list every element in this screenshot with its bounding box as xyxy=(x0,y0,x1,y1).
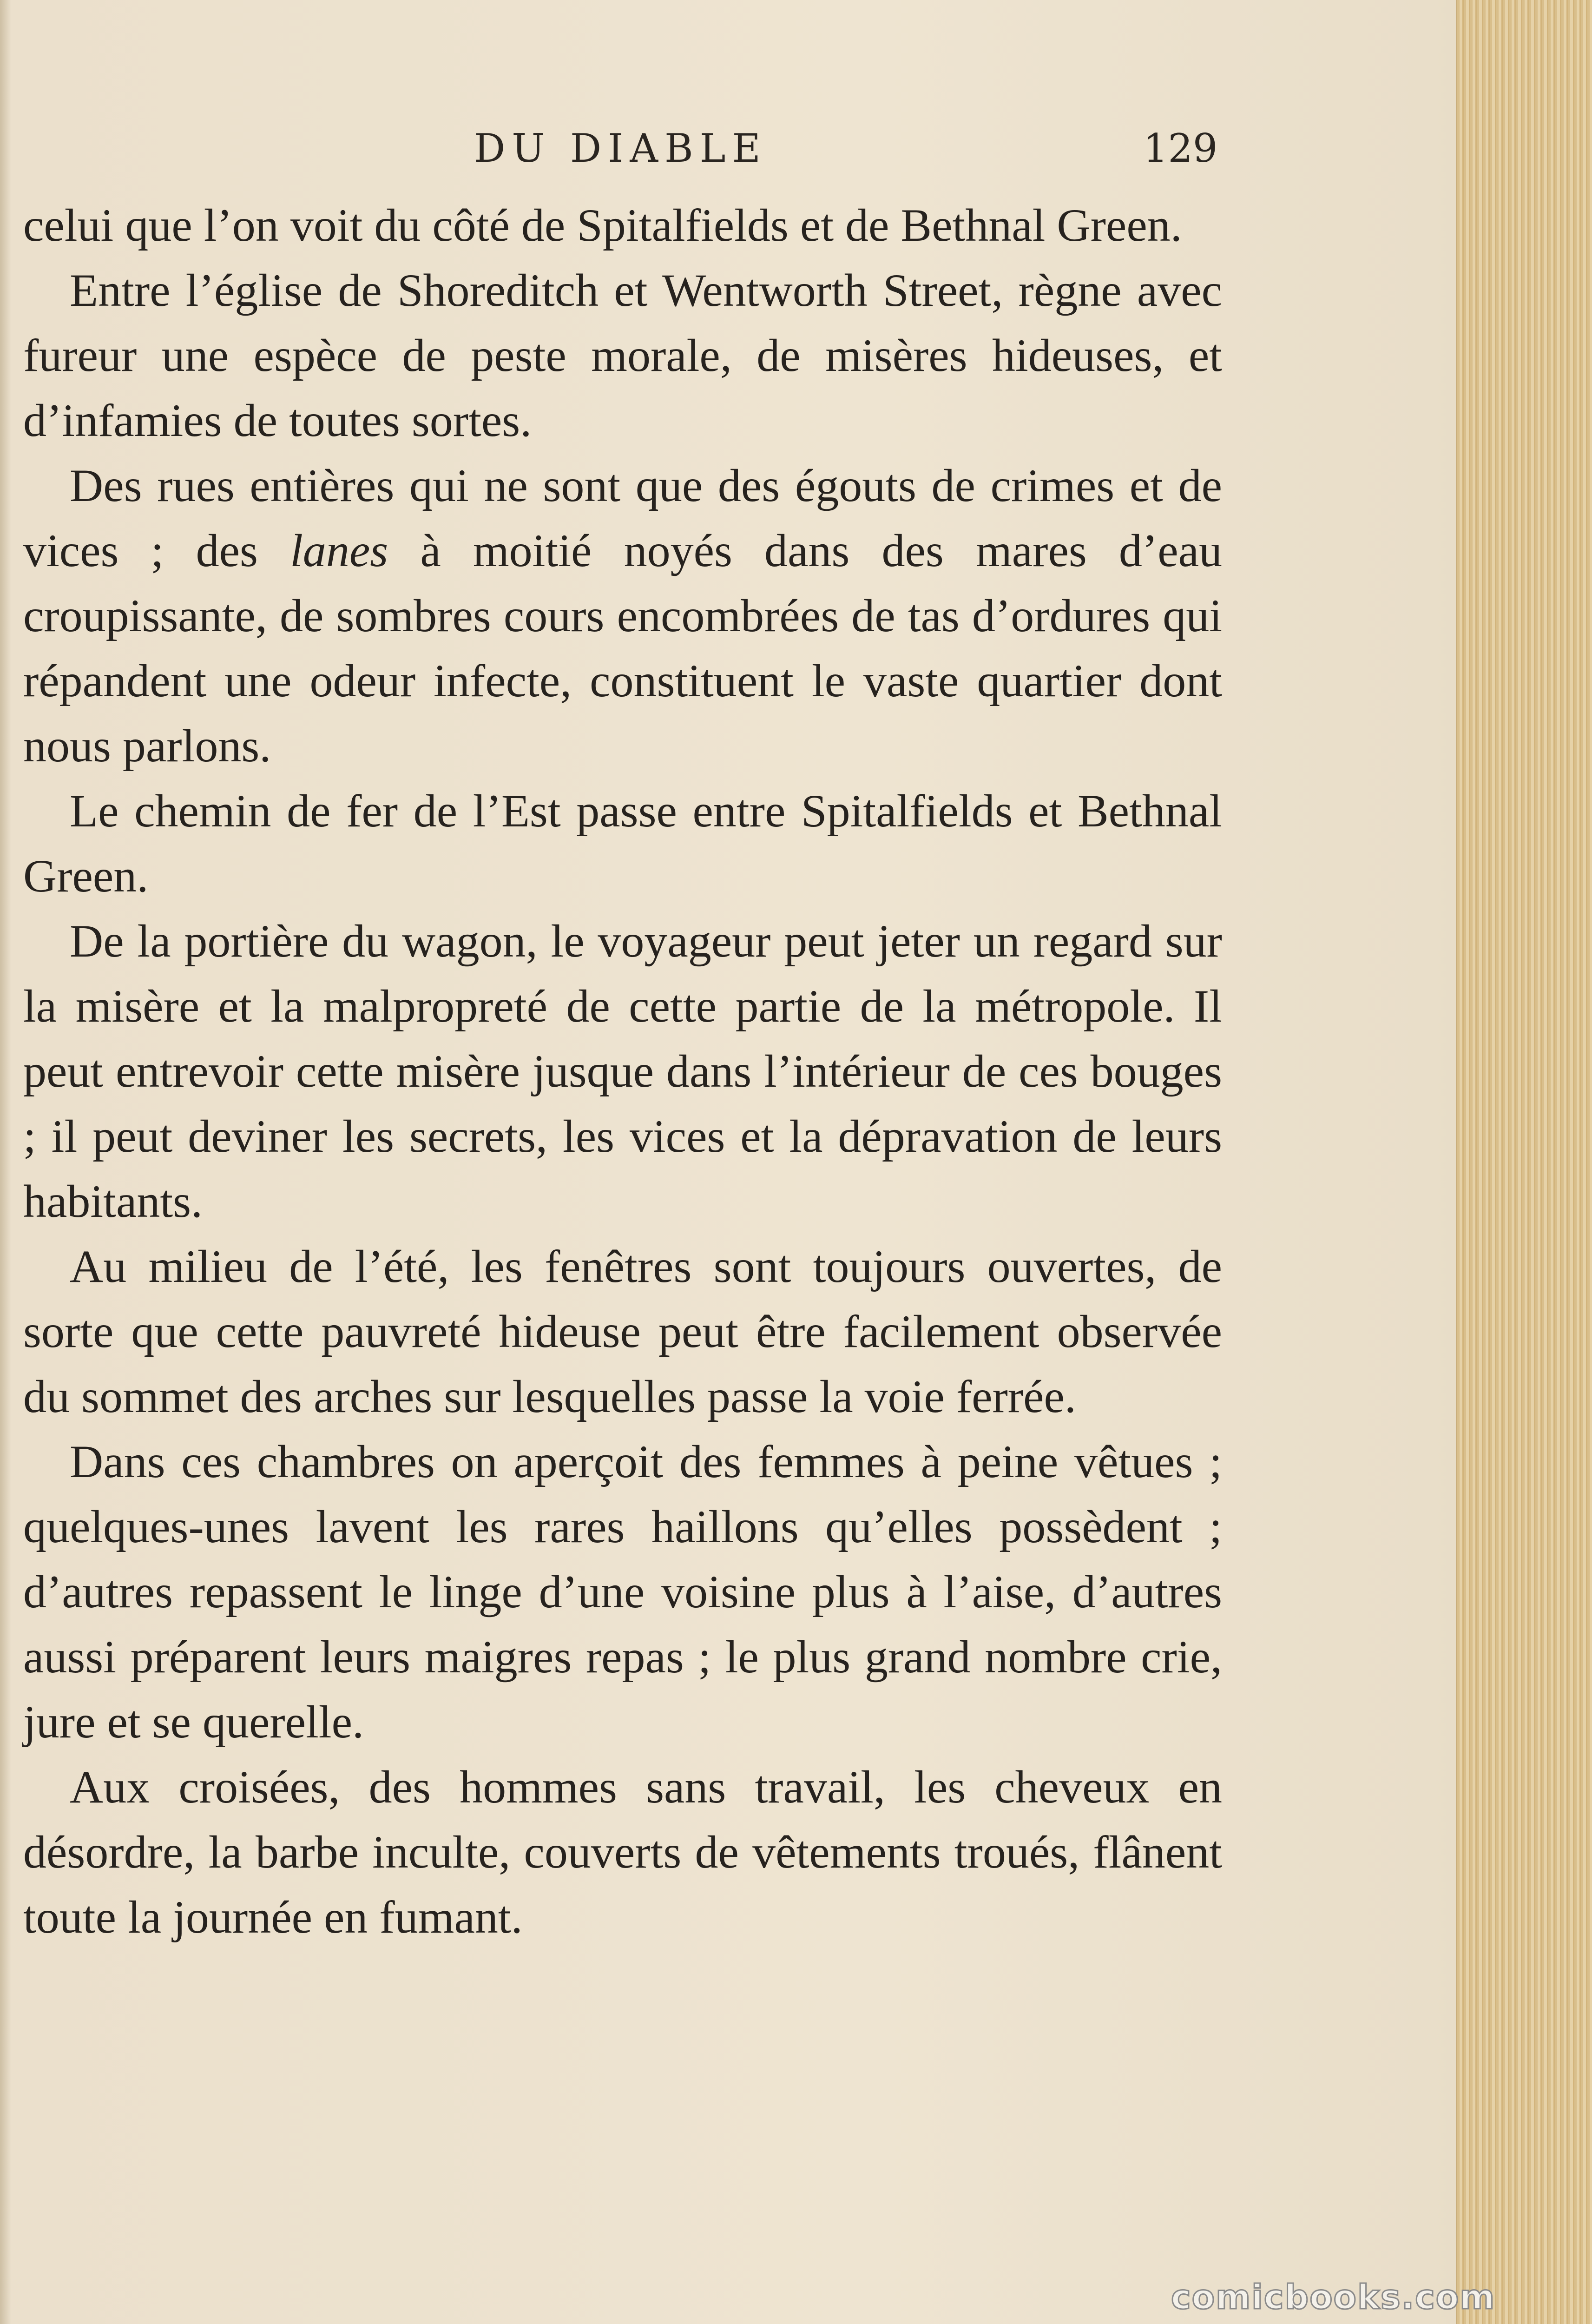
paragraph xyxy=(23,779,1222,909)
text-segment: Au milieu de l’été, les fenêtres sont toujours ouvertes, de sorte que cette pauvreté hideuse peut être facilement observée du sommet des arches sur lesquelles passe la voie ferrée. xyxy=(23,1241,1222,1422)
text-segment: Le chemin de fer de l’Est passe entre Spitalfields et Bethnal Green. xyxy=(23,785,1222,902)
text-segment: à moitié noyés dans des mares d’eau croupissante, de sombres cours encombrées de tas d’ordures qui répandent une odeur infecte, constituent le vaste quartier dont nous parlons. xyxy=(23,525,1222,772)
page-number: 129 xyxy=(1143,125,1218,171)
text-segment: Dans ces chambres on aperçoit des femmes à peine vêtues ; quelques-unes lavent les rares haillons qu’elles possèdent ; d’autres repassent le linge d’une voisine plus à l’aise, d’autres aussi préparent leurs maigres repas ; le plus grand nombre crie, jure et se querelle. xyxy=(23,1436,1222,1748)
text-segment: Entre l’église de Shoreditch et Wentworth Street, règne avec fureur une espèce de peste morale, de misères hideuses, et d’infamies de toutes sortes. xyxy=(23,264,1222,446)
watermark: comicbooks.com xyxy=(1171,2278,1496,2317)
paragraph xyxy=(23,1755,1222,1950)
body-text xyxy=(23,193,1222,1950)
paragraph xyxy=(23,258,1222,453)
paragraph xyxy=(23,909,1222,1234)
paragraph xyxy=(23,193,1222,258)
text-segment: Des rues entières qui ne sont que des égouts de crimes et de vices ; des xyxy=(23,460,1222,576)
page-fore-edge xyxy=(1456,0,1592,2324)
text-segment: Aux croisées, des hommes sans travail, les cheveux en désordre, la barbe inculte, couverts de vêtements troués, flânent toute la journée en fumant. xyxy=(23,1761,1222,1943)
paragraph xyxy=(23,453,1222,779)
text-segment: De la portière du wagon, le voyageur peut jeter un regard sur la misère et la malpropreté de cette partie de la métropole. Il peut entrevoir cette misère jusque dans l’intérieur de ces bouges ; il peut deviner les secrets, les vices et la dépravation de leurs habitants. xyxy=(23,915,1222,1227)
paragraph xyxy=(23,1234,1222,1429)
paragraph xyxy=(23,1429,1222,1755)
spine-shadow xyxy=(0,0,11,2324)
running-head: DU DIABLE xyxy=(474,125,767,171)
italic-term: lanes xyxy=(290,525,388,576)
text-segment: celui que l’on voit du côté de Spitalfields et de Bethnal Green. xyxy=(23,199,1182,251)
